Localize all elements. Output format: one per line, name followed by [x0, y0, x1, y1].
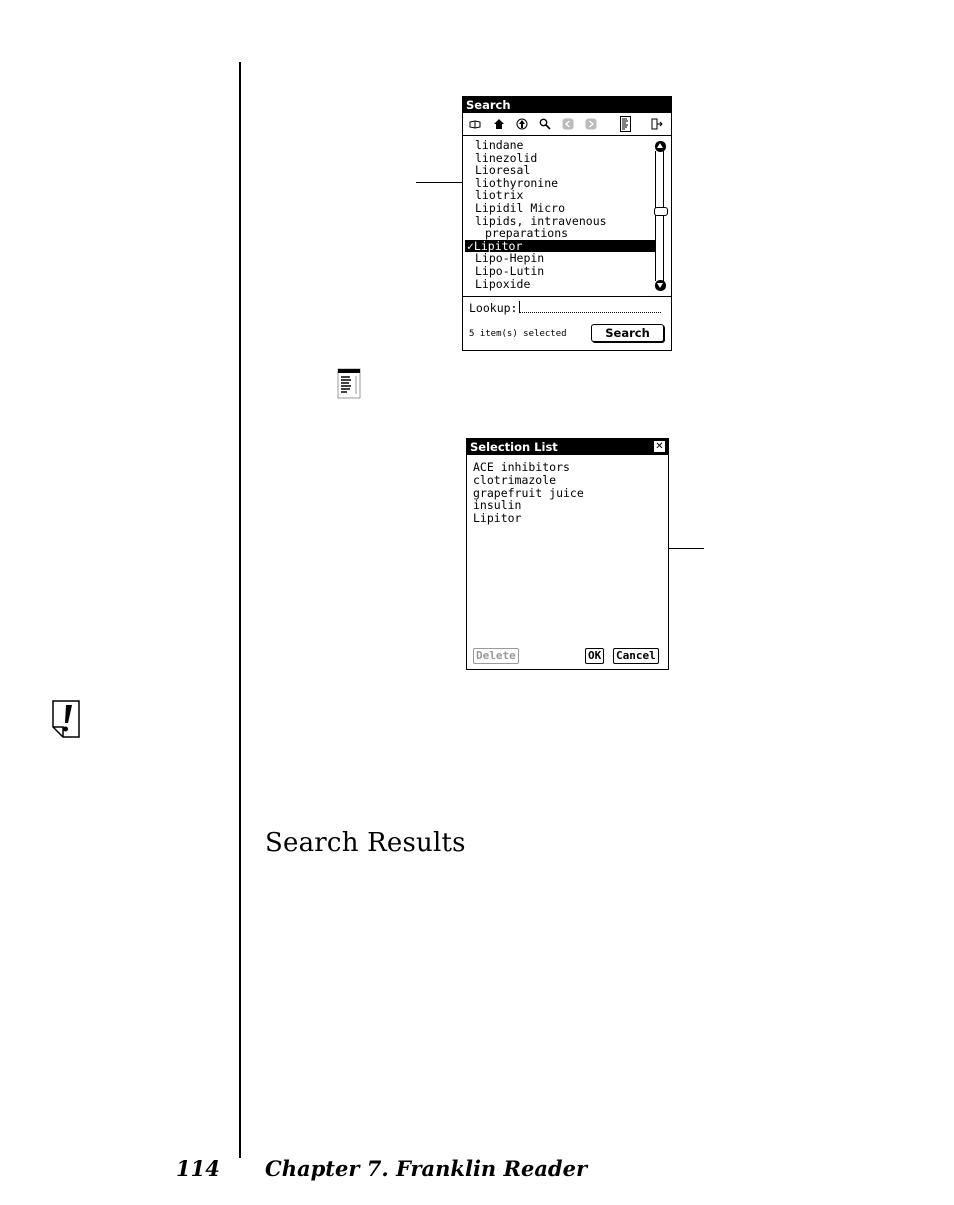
search-title: Search [466, 98, 511, 112]
up-arrow-icon[interactable] [516, 118, 528, 130]
selection-list-icon [337, 368, 361, 399]
list-item[interactable]: insulin [473, 498, 522, 513]
search-screen [462, 96, 672, 351]
list-item[interactable]: ✓Lipitor [465, 240, 655, 253]
lookup-label: Lookup: [469, 301, 518, 315]
magnifier-icon[interactable] [539, 118, 551, 130]
search-results-list [463, 139, 653, 291]
cancel-button[interactable]: Cancel [613, 648, 659, 664]
ok-button[interactable]: OK [585, 648, 604, 664]
scroll-down-arrow-icon[interactable] [655, 280, 666, 291]
toolbar [463, 113, 671, 136]
scrollbar-track [655, 151, 664, 281]
list-item[interactable]: grapefruit juice [473, 485, 584, 500]
list-item[interactable]: ACE inhibitors [473, 460, 570, 474]
list-item[interactable]: Lioresal [475, 163, 531, 178]
selection-list-dialog [466, 438, 669, 670]
scrollbar[interactable] [655, 141, 665, 291]
forward-icon[interactable] [585, 118, 597, 130]
text-cursor [519, 301, 520, 313]
search-button[interactable]: Search [591, 324, 664, 342]
scrollbar-thumb[interactable] [654, 207, 668, 216]
book-icon[interactable] [469, 118, 481, 130]
callout-line [416, 182, 462, 183]
selection-list-title-bar [467, 439, 668, 455]
delete-button[interactable]: Delete [473, 648, 519, 664]
callout-line [668, 548, 704, 549]
selection-list-icon[interactable] [620, 116, 631, 132]
list-item[interactable]: linezolid [475, 150, 538, 165]
selection-items-list [473, 461, 584, 525]
list-item[interactable]: Lipitor [473, 511, 522, 526]
home-icon[interactable] [493, 118, 505, 130]
list-item[interactable]: Lipoxide [475, 276, 531, 291]
divider [463, 296, 671, 297]
list-item[interactable]: clotrimazole [473, 472, 557, 487]
list-item[interactable]: liotrix [475, 188, 524, 203]
lookup-input[interactable] [519, 300, 661, 313]
chapter-title: Chapter 7. Franklin Reader [265, 1156, 588, 1181]
list-item[interactable]: lipids, intravenous [475, 213, 607, 228]
list-item[interactable]: preparations [485, 226, 569, 241]
selection-status: 5 item(s) selected [469, 329, 567, 339]
list-item[interactable]: Lipo-Lutin [475, 263, 545, 278]
list-item[interactable]: Lipo-Hepin [475, 251, 545, 266]
exit-icon[interactable] [651, 118, 663, 130]
section-heading: Search Results [265, 828, 466, 858]
back-icon[interactable] [562, 118, 574, 130]
list-item[interactable]: lindane [475, 138, 524, 152]
margin-rule [239, 62, 241, 1158]
note-icon [52, 700, 80, 738]
list-item[interactable]: liothyronine [475, 175, 559, 190]
page-number: 114 [176, 1156, 220, 1181]
selection-list-title: Selection List [470, 440, 558, 454]
close-icon[interactable]: ✕ [655, 441, 664, 452]
search-title-bar [463, 97, 671, 113]
scroll-up-arrow-icon[interactable] [655, 141, 666, 152]
list-item[interactable]: Lipidil Micro [475, 200, 566, 215]
